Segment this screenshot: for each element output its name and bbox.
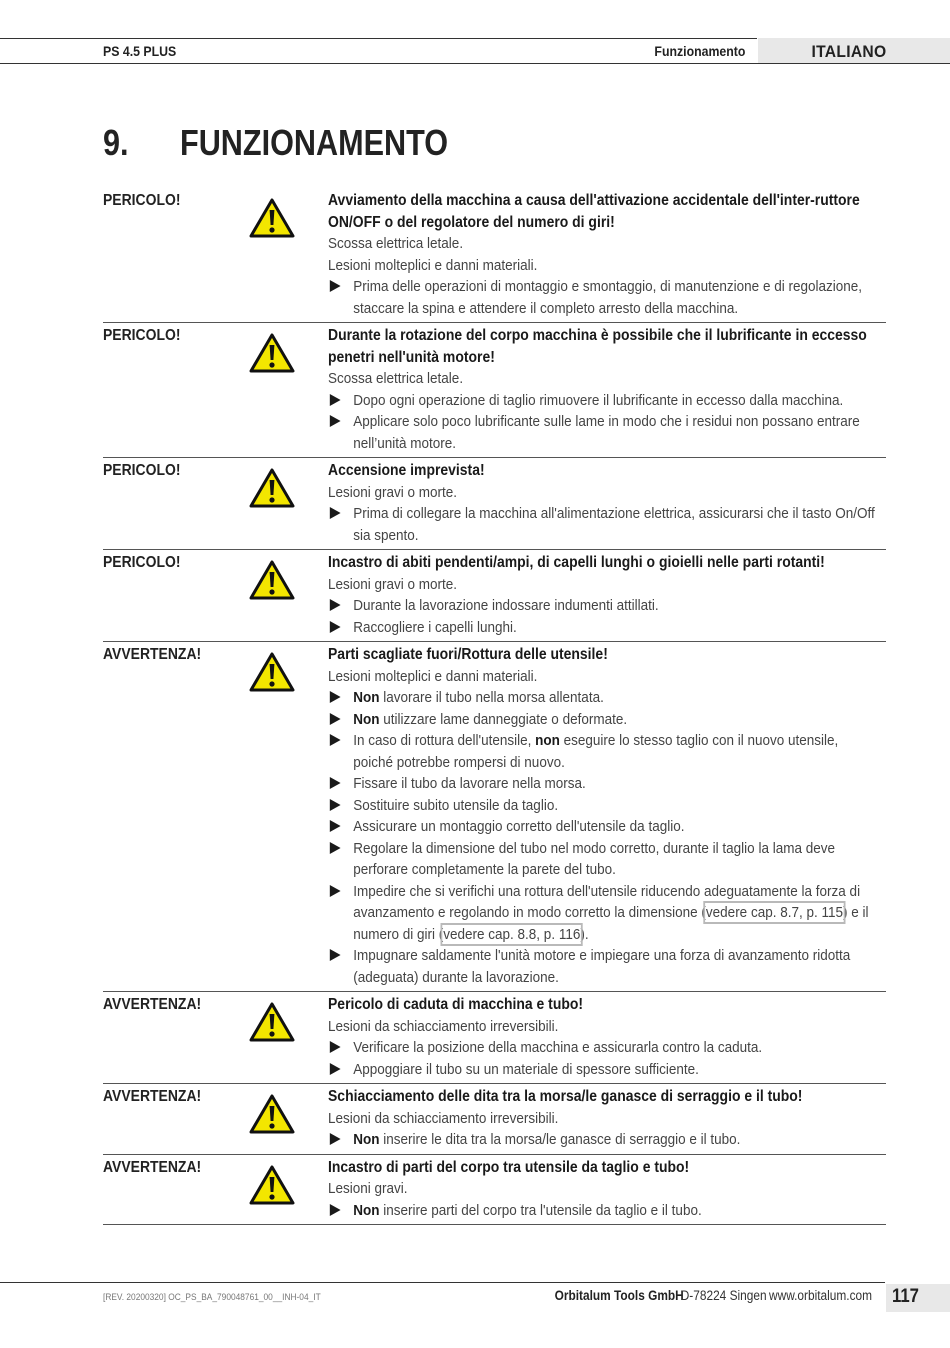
- hazard-title: Avviamento della macchina a causa dell'attivazione accidentale dell'inter-ruttore ON/OFF o del regolatore del numero di giri!: [328, 192, 860, 231]
- footer-address: D-78224 Singen: [681, 1288, 767, 1303]
- hazard-row: [103, 992, 886, 1084]
- hazard-measure: Non inserire parti del corpo tra l'utensile da taglio e il tubo.: [328, 1200, 878, 1222]
- hazard-title: Durante la rotazione del corpo macchina è possibile che il lubrificante in eccesso penetri nell'unità motore!: [328, 327, 867, 366]
- bullet-arrow-icon: [330, 599, 341, 611]
- hazard-measure: Appoggiare il tubo su un materiale di spessore sufficiente.: [328, 1059, 878, 1081]
- hazard-consequence: Lesioni molteplici e danni materiali.: [328, 667, 538, 685]
- bullet-arrow-icon: [330, 885, 341, 897]
- hazard-measure: Prima delle operazioni di montaggio e smontaggio, di manutenzione e di regolazione, staccare la spina e attendere il completo arresto della macchina.: [328, 276, 878, 319]
- hazard-title: Schiacciamento delle dita tra la morsa/le ganasce di serraggio e il tubo!: [328, 1088, 803, 1105]
- footer-company: Orbitalum Tools GmbH: [554, 1288, 684, 1303]
- bullet-arrow-icon: [330, 394, 341, 406]
- hazard-measure: Impedire che si verifichi una rottura dell'utensile riducendo adeguatamente la forza di avanzamento e regolando in modo corretto la dimensione (vedere cap. 8.7, p. 115) e il numero di giri (vedere cap. 8.8, p. 116).: [328, 881, 878, 946]
- hazard-measure: Non inserire le dita tra la morsa/le ganasce di serraggio e il tubo.: [328, 1129, 878, 1151]
- hazard-row: [103, 642, 886, 992]
- hazard-title: Incastro di abiti pendenti/ampi, di capelli lunghi o gioielli nelle parti rotanti!: [328, 554, 825, 571]
- bullet-arrow-icon: [330, 842, 341, 854]
- hazard-consequence: Scossa elettrica letale.: [328, 235, 464, 252]
- header-rule-top: [0, 38, 757, 39]
- hazard-title: Pericolo di caduta di macchina e tubo!: [328, 996, 584, 1013]
- bullet-arrow-icon: [330, 799, 341, 811]
- warning-triangle-icon: [249, 1165, 295, 1205]
- hazard-measure: Verificare la posizione della macchina e assicurarla contro la caduta.: [328, 1037, 878, 1059]
- hazard-measure: In caso di rottura dell'utensile, non eseguire lo stesso taglio con il nuovo utensile, poiché potrebbe rompersi di nuovo.: [328, 730, 878, 773]
- hazard-measure: Regolare la dimensione del tubo nel modo corretto, durante il taglio la lama deve perforare completamente la parete del tubo.: [328, 838, 878, 881]
- bullet-arrow-icon: [330, 415, 341, 427]
- header-rule-bottom: [0, 63, 950, 64]
- footer-revision: [REV. 20200320] OC_PS_BA_790048761_00__INH-04_IT: [103, 1292, 321, 1303]
- header-section: Funzionamento: [653, 43, 745, 59]
- hazard-measure: Non lavorare il tubo nella morsa allentata.: [328, 687, 878, 709]
- bullet-arrow-icon: [330, 949, 341, 961]
- warning-triangle-icon: [249, 1094, 295, 1134]
- bullet-arrow-icon: [330, 1063, 341, 1075]
- hazard-row: [103, 188, 886, 323]
- hazard-measure: Prima di collegare la macchina all'alimentazione elettrica, assicurarsi che il tasto On/Off sia spento.: [328, 503, 878, 546]
- warning-triangle-icon: [249, 468, 295, 508]
- hazard-consequence: Scossa elettrica letale.: [328, 370, 464, 387]
- hazard-level: AVVERTENZA!: [103, 646, 202, 663]
- hazard-row: [103, 323, 886, 458]
- bullet-arrow-icon: [330, 734, 341, 746]
- footer-website: www.orbitalum.com: [769, 1288, 872, 1303]
- page-number: 117: [892, 1286, 919, 1307]
- hazard-row: [103, 550, 886, 642]
- cross-reference-link[interactable]: vedere cap. 8.8, p. 116: [443, 925, 581, 943]
- hazard-title: Parti scagliate fuori/Rottura delle utensile!: [328, 646, 608, 663]
- header-product: PS 4.5 PLUS: [103, 43, 177, 59]
- header-language: ITALIANO: [811, 42, 886, 61]
- warning-triangle-icon: [249, 652, 295, 692]
- hazard-consequence: Lesioni molteplici e danni materiali.: [328, 256, 538, 274]
- hazard-consequence: Lesioni gravi.: [328, 1180, 408, 1197]
- hazard-level: PERICOLO!: [103, 554, 181, 571]
- hazard-measure: Dopo ogni operazione di taglio rimuovere il lubrificante in eccesso dalla macchina.: [328, 390, 878, 412]
- bullet-arrow-icon: [330, 280, 341, 292]
- footer-rule: [0, 1282, 885, 1283]
- warning-triangle-icon: [249, 1002, 295, 1042]
- hazard-level: AVVERTENZA!: [103, 996, 202, 1013]
- cross-reference-link[interactable]: vedere cap. 8.7, p. 115: [705, 904, 844, 921]
- hazard-measure: Non utilizzare lame danneggiate o deformate.: [328, 709, 878, 731]
- bullet-arrow-icon: [330, 1041, 341, 1053]
- chapter-title: FUNZIONAMENTO: [180, 122, 449, 163]
- hazard-title: Accensione imprevista!: [328, 462, 485, 479]
- hazard-measure: Applicare solo poco lubrificante sulle lame in modo che i residui non possano entrare nell’unità motore.: [328, 411, 878, 454]
- hazard-measure: Raccogliere i capelli lunghi.: [328, 617, 878, 639]
- hazard-consequence: Lesioni gravi o morte.: [328, 483, 458, 501]
- hazard-measure: Impugnare saldamente l'unità motore e impiegare una forza di avanzamento ridotta (adeguata) durante la lavorazione.: [328, 945, 878, 988]
- bullet-arrow-icon: [330, 777, 341, 789]
- warning-triangle-icon: [249, 333, 295, 373]
- hazard-consequence: Lesioni da schiacciamento irreversibili.: [328, 1109, 559, 1127]
- hazard-measure: Durante la lavorazione indossare indumenti attillati.: [328, 595, 878, 617]
- hazard-level: PERICOLO!: [103, 327, 181, 344]
- chapter-number: 9.: [103, 122, 129, 163]
- hazard-measure: Fissare il tubo da lavorare nella morsa.: [328, 773, 878, 795]
- hazard-title: Incastro di parti del corpo tra utensile da taglio e tubo!: [328, 1158, 690, 1176]
- bullet-arrow-icon: [330, 820, 341, 832]
- hazard-consequence: Lesioni da schiacciamento irreversibili.: [328, 1017, 559, 1035]
- warning-triangle-icon: [249, 560, 295, 600]
- hazard-row: [103, 1084, 886, 1155]
- bullet-arrow-icon: [330, 1204, 341, 1216]
- hazard-level: PERICOLO!: [103, 462, 181, 479]
- hazard-measure: Sostituire subito utensile da taglio.: [328, 795, 878, 817]
- hazard-consequence: Lesioni gravi o morte.: [328, 575, 458, 593]
- hazard-level: AVVERTENZA!: [103, 1158, 202, 1176]
- bullet-arrow-icon: [330, 621, 341, 633]
- bullet-arrow-icon: [330, 1133, 341, 1145]
- hazard-row: [103, 1155, 886, 1226]
- hazard-row: [103, 458, 886, 550]
- hazard-table: [103, 188, 886, 1225]
- hazard-level: PERICOLO!: [103, 192, 181, 209]
- bullet-arrow-icon: [330, 507, 341, 519]
- hazard-level: AVVERTENZA!: [103, 1088, 202, 1105]
- bullet-arrow-icon: [330, 713, 341, 725]
- bullet-arrow-icon: [330, 691, 341, 703]
- hazard-measure: Assicurare un montaggio corretto dell'utensile da taglio.: [328, 816, 878, 838]
- warning-triangle-icon: [249, 198, 295, 238]
